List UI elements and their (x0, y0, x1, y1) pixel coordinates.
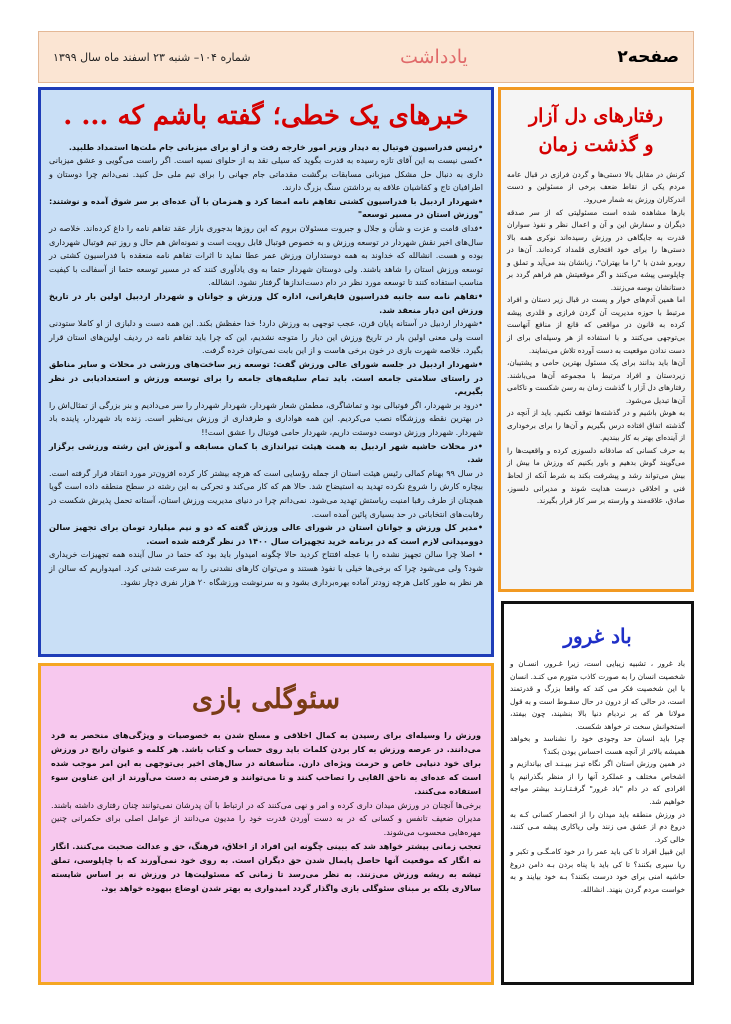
article-paragraph: در همین ورزش استان اگر نگاه تیـز ببیـنـد ای بیاندازیم و اشخاص مختلف و عملکرد آنها را از منظر بگذرانیم یا افرادی که در دام "باد غرور" گرفـتـارنـد بیشتر مواجه خواهیم شد. (510, 759, 685, 807)
article-paragraph: •شهردار اردبیل در جلسه شورای عالی ورزش گفت: توسعه زیر ساخت‌های ورزشی در محلات و سایر مناطق در راستای سلامتی جامعه است. باید تمام سلیقه‌های جامعه را برای توسعه ورزش و استعدادیابی در نظر بگیریم. (49, 359, 483, 397)
article-paragraph: •فدای قامت و عزت و شأن و جلال و جبروت مسئولان بروم که این روزها بدجوری بازار عقد تفاهم نامه را داغ کرده‌اند. خلاصه در سال‌های اخیر نقش شهردار در توسعه ورزش و به خصوص فوتبال قابل رویت است و نمونه‌اش هم حال و روز تیم فوتبال شهرداری بوده و هست. انشالله که خداوند به همه دوستداران ورزش عمر عطا نماید تا اثرات تفاهم نامه منعقده با فدراسیون کشتی در توسعه ورزش استان را شاهد باشند. ولی دوستان شهردار حتما به وی یادآوری کنند که در مسیر توسعه حتما از آسفالت با کیفیت مناسب استفاده کنند تا توسعه مورد نظر در دام دست‌اندازها گرفتار نشود. انشالله. (49, 223, 483, 288)
article-paragraph: •مدیر کل ورزش و جوانان استان در شورای عالی ورزش گفته که دو و نیم میلیارد تومان برای تجهیز سالن دوومیدانی لازم است که در برنامه خرید تجهیزات سال ۱۴۰۰ در نظر گرفته شده است. (49, 522, 483, 546)
side-article-body (510, 658, 685, 896)
side-article-title (507, 102, 685, 161)
article-paragraph: به حرف کسانی که صادقانه دلسوزی کرده و واقعیت‌ها را می‌گویند گوش بدهیم و باور بکنیم که ورزش ما بیش از بیش می‌تواند رشد و پیشرفت بکند به شرط آنکه از لحاظ فنی و اخلاقی درست هدایت شوند و مدیرانی دلسوز، صادق، علاقه‌مند و وارسته بر سر کار قرار بگیرند. (507, 445, 685, 506)
side-article-title-line1: رفتارهای دل آزار (528, 105, 664, 127)
article-paragraph: •شهردار اردبیل با فدراسیون کشتی تفاهم نامه امضا کرد و همزمان با آن عده‌ای بر سر شوق آمده و نوشتند: "ورزش استان در مسیر توسعه" (49, 195, 483, 220)
article-paragraph: • اصلا چرا سالن تجهیز نشده را با عجله افتتاح کردید حالا چگونه امیدوار باید بود که حتما در سال آینده همه تجهیزات خریداری شود؟ ولی می‌شود چرا که برخی‌ها خیلی با نفوذ هستند و می‌توان کارهای نشدنی را به سرعت شدنی کرد. امیدواریم که سالن از هر نظر به طور کامل هرچه زودتر آماده بهره‌برداری بشود و به سرنوشت ورزشگاه ۲۰ هزار نفری دچار نشود. (49, 549, 483, 587)
article-paragraph: به هوش باشیم و در گذشته‌ها توقف نکنیم. باید از آنچه در گذشته اتفاق افتاده درس بگیریم و آن‌ها را برای برخوداری از آینده‌ای بهتر به کار ببندیم. (507, 408, 685, 443)
side-article-title-line2: و گذشت زمان (538, 134, 654, 157)
article-paragraph: ورزش را وسیله‌ای برای رسیدن به کمال اخلاقی و مسلح شدن به خصوصیات و ویژگی‌های منحصر به فرد می‌دانند. در عرصه ورزش به کار بردن کلمات باید روی حساب و کتاب باشد. هر کلمه و عنوان رایج در ورزش برای خود دنیایی خاص و حرمت ویژه‌ای دارن. متأسفانه در سال‌های اخیر بی‌توجهی به این امر موجب شده است که عده‌ای به ناحق القابی را تصاحب کنند و تا می‌توانند و فرصتی به دست می‌آورند از این عناوین سوء استفاده می‌کنند. (51, 730, 481, 796)
article-paragraph: •شهردار اردبیل در آستانه پایان قرن، عجب توجهی به ورزش دارد! خدا حفظش بکند. این همه دست و دلبازی از او کاملا ستودنی است ولی معنی اولین بار در تاریخ ورزش این دیار را متوجه نشدیم، این که چرا باید تفاهم نامه در ردیف اولین‌های استان قرار بگیرد. خلاصه شهرت بازی در خون برخی هاست و از این بابت نمی‌توان خرده گرفت. (49, 318, 483, 356)
page-number: صفحه۲ (617, 47, 679, 67)
article-paragraph: •در محلات حاشیه شهر اردبیل به همت هیئت تیراندازی با کمان مسابقه و آموزش این رشته ورزشی برگزار شد. (49, 440, 483, 465)
article-paragraph: برخی‌ها آنچنان در ورزش میدان داری کرده و امر و نهی می‌کنند که در ارتباط با آن پدرشان نمی‌توانند چنان رفتاری داشته باشند. مدیران ضعیف تانفس و کسانی که در به دست آوردن قدرت خود را مدیون می‌دانند از عوامل اصلی برای حکمرانی چنین مهره‌هایی محسوب می‌شوند. (51, 799, 481, 838)
issue-info: شماره ۱۰۴– شنبه ۲۳ اسفند ماه سال ۱۳۹۹ (53, 50, 251, 64)
favoritism-article-title: سئوگلی بازی (191, 684, 341, 715)
side-article-body (507, 169, 685, 508)
article-paragraph: اما همین آدم‌های خوار و پست در قبال زیر دستان و افراد مرتبط با حوزه مدیریت آن گردن فرازی و قلدری پیشه کرده به قانون در مواقعی که قانع از منافع آنهاست بی‌توجهی می‌کنند و با استفاده از هر وسیله‌ای برای از دست ندادن موقعیت به دست آورده تلاش می‌نمایند. (507, 295, 685, 355)
article-paragraph: این قبیل افراد تا کی باید عمر را در خود کامـگـی و تکبر و ریا سپری بکنند؟ تا کی باید با پناه بردن بـه دامن دروغ حاشیه امنی برای خود درست بکنند؟ بـه خود بیایند و به خواست مردم گردن بنهند. انشالله. (510, 847, 685, 894)
article-paragraph: •درود بر شهردار، اگر فوتبالی بود و تماشاگری، مطمئن شعار شهردار، شهردار شهردار را سر می‌دادیم و بنر بزرگی از تمثال‌اش را در بهترین نقطه ورزشگاه نصب می‌کردیم. این همه هواداری و طرفداری از ورزش بی‌نظیر است. زنده باد شهردار، پاینده باد شهردار. شهردار ورزش دوست دوستت داریم، شهردار حامی فوتبال را عشق است!! (49, 399, 483, 437)
article-paragraph: •رئیس فدراسیون فوتبال به دیدار وزیر امور خارجه رفت و از او برای میزبانی جام ملت‌ها استمداد طلبید. (68, 141, 483, 152)
side-article-pride (501, 601, 694, 985)
article-paragraph: تعجب زمانی بیشتر خواهد شد که ببینی چگونه این افراد از اخلاق، فرهنگ، حق و عدالت صحبت می‌کنند. انگار نه انگار که موقعیت آنها حاصل پایمال شدن حق دیگران است. به روی خود نمی‌آورند که با چاپلوسی، تملق تیشه به ریشه ورزش می‌زنند. به نظر می‌رسد تا زمانی که مسئولیت‌ها در ورزش نه بر اساس شایسته سالاری بلکه بر مبنای سئوگلی بازی واگذار گردد امیدواری به بهتر شدن اوضاع بیهوده خواهد بود. (51, 841, 481, 893)
section-title: یادداشت (399, 46, 468, 68)
article-paragraph: آن‌ها باید بدانند برای یک مسئول بهترین حامی و پشتیبان، زیردستان و افراد مرتبط با مجموعه آن‌ها می‌باشند. رفتارهای دل آزار با گذشت زمان به رسن شکست و ناکامی آن‌ها تبدیل می‌شود. (507, 358, 685, 405)
article-paragraph: چرا باید انسان حد وجودی خود را نشناسد و بخواهد همیشه بالاتر از آنچه هست احساس بودن بکند؟ (510, 734, 685, 756)
article-paragraph: •کسی نیست به این آقای تازه رسیده به قدرت بگوید که سیلی نقد به از حلوای نسیه است. اگر راست می‌گویی و عشق میزبانی داری به دنبال حل مشکل میزبانی مسابقات برگشت مقدماتی جام جهانی را برای تیم ملی حل کنید. نمی‌دانم چرا دوستان و اطرافیان تاج و کفاشیان علاقه به برداشتن سنگ بزرگ دارند. (49, 155, 483, 193)
article-paragraph: •تفاهم نامه سه جانبه فدراسیون قایقرانی، اداره کل ورزش و جوانان و شهردار اردبیل اولین بار در تاریخ ورزش این دیار منعقد شد. (49, 291, 483, 315)
favoritism-article-body (51, 729, 481, 896)
article-paragraph: باد غرور ، تشبیه زیبایی است، زیرا غـرور، انسـان و شخصیت انسان را به صورت کاذب متورم می کنـد. انسان با این شخصیت فکر می کند که واقعا بزرگ و قدرتمند است، در حالی که از درون در حال سقـوط است و به قول مولانا هر که بر نردبام دنیا بالا بنشیند، چون بیفتد، استخوانش سخت تر خواهد شکست. (510, 659, 685, 731)
main-article (38, 87, 494, 657)
article-paragraph: در سال ۹۹ بهنام کمالی رئیس هیئت استان از جمله رؤسایی است که هرچه بیشتر کار کرده افزون‌تر مورد انتقاد قرار گرفته است. بیچاره کارش را شروع نکرده تهدید به استیضاح شد. حالا هم که کار می‌کند و تحرکی به این رشته در سطح منطقه داده است گویا همچنان از طرف رقبا امنیت ریاستش تهدید می‌شود. نمی‌دانم چرا در دنیای مدیریت ورزش استان، آستانه تحمل پذیرش شکست در رقابت‌های انتخاباتی در حد بسیاری پائین آمده است. (49, 467, 483, 519)
side-article-title: باد غرور (563, 624, 632, 648)
article-paragraph: کرنش در مقابل بالا دستی‌ها و گردن فرازی در قبال عامه مردم یکی از نقاط ضعف برخی از مسئولین و دست اندرکاران ورزش به شمار می‌رود. (507, 169, 685, 204)
main-article-title: خبرهای یک خطی؛ گفته باشم که ... . (63, 101, 469, 131)
article-paragraph: بارها مشاهده شده است مسئولیتی که از سر صدقه دیگران و سفارش این و آن و اعمال نظر و نفوذ سواران قدرت به جایگاهی در ورزش رسیده‌اند نوکری همه بالا دستی‌ها را برای خود افتخاری قلمداد کرده‌اند. آن‌ها در روبرو شدن با "را ما بهتران"، زبانشان بند می‌آید و تملق و چاپلوسی پیشه می‌کنند و اگر موقعیتش هم فراهم گردد بر دستانشان بوسه می‌زنند. (507, 207, 685, 292)
article-favoritism (38, 663, 494, 985)
side-article-behaviors (498, 87, 694, 592)
article-paragraph: در ورزش منطقه باید میدان را از انحصار کسانی کـه به دروغ دم از عشق می زنند ولی ریاکاری پیشه مـی کنند، خالی کرد. (510, 809, 685, 844)
main-article-body (49, 141, 483, 590)
page-header (38, 31, 694, 83)
